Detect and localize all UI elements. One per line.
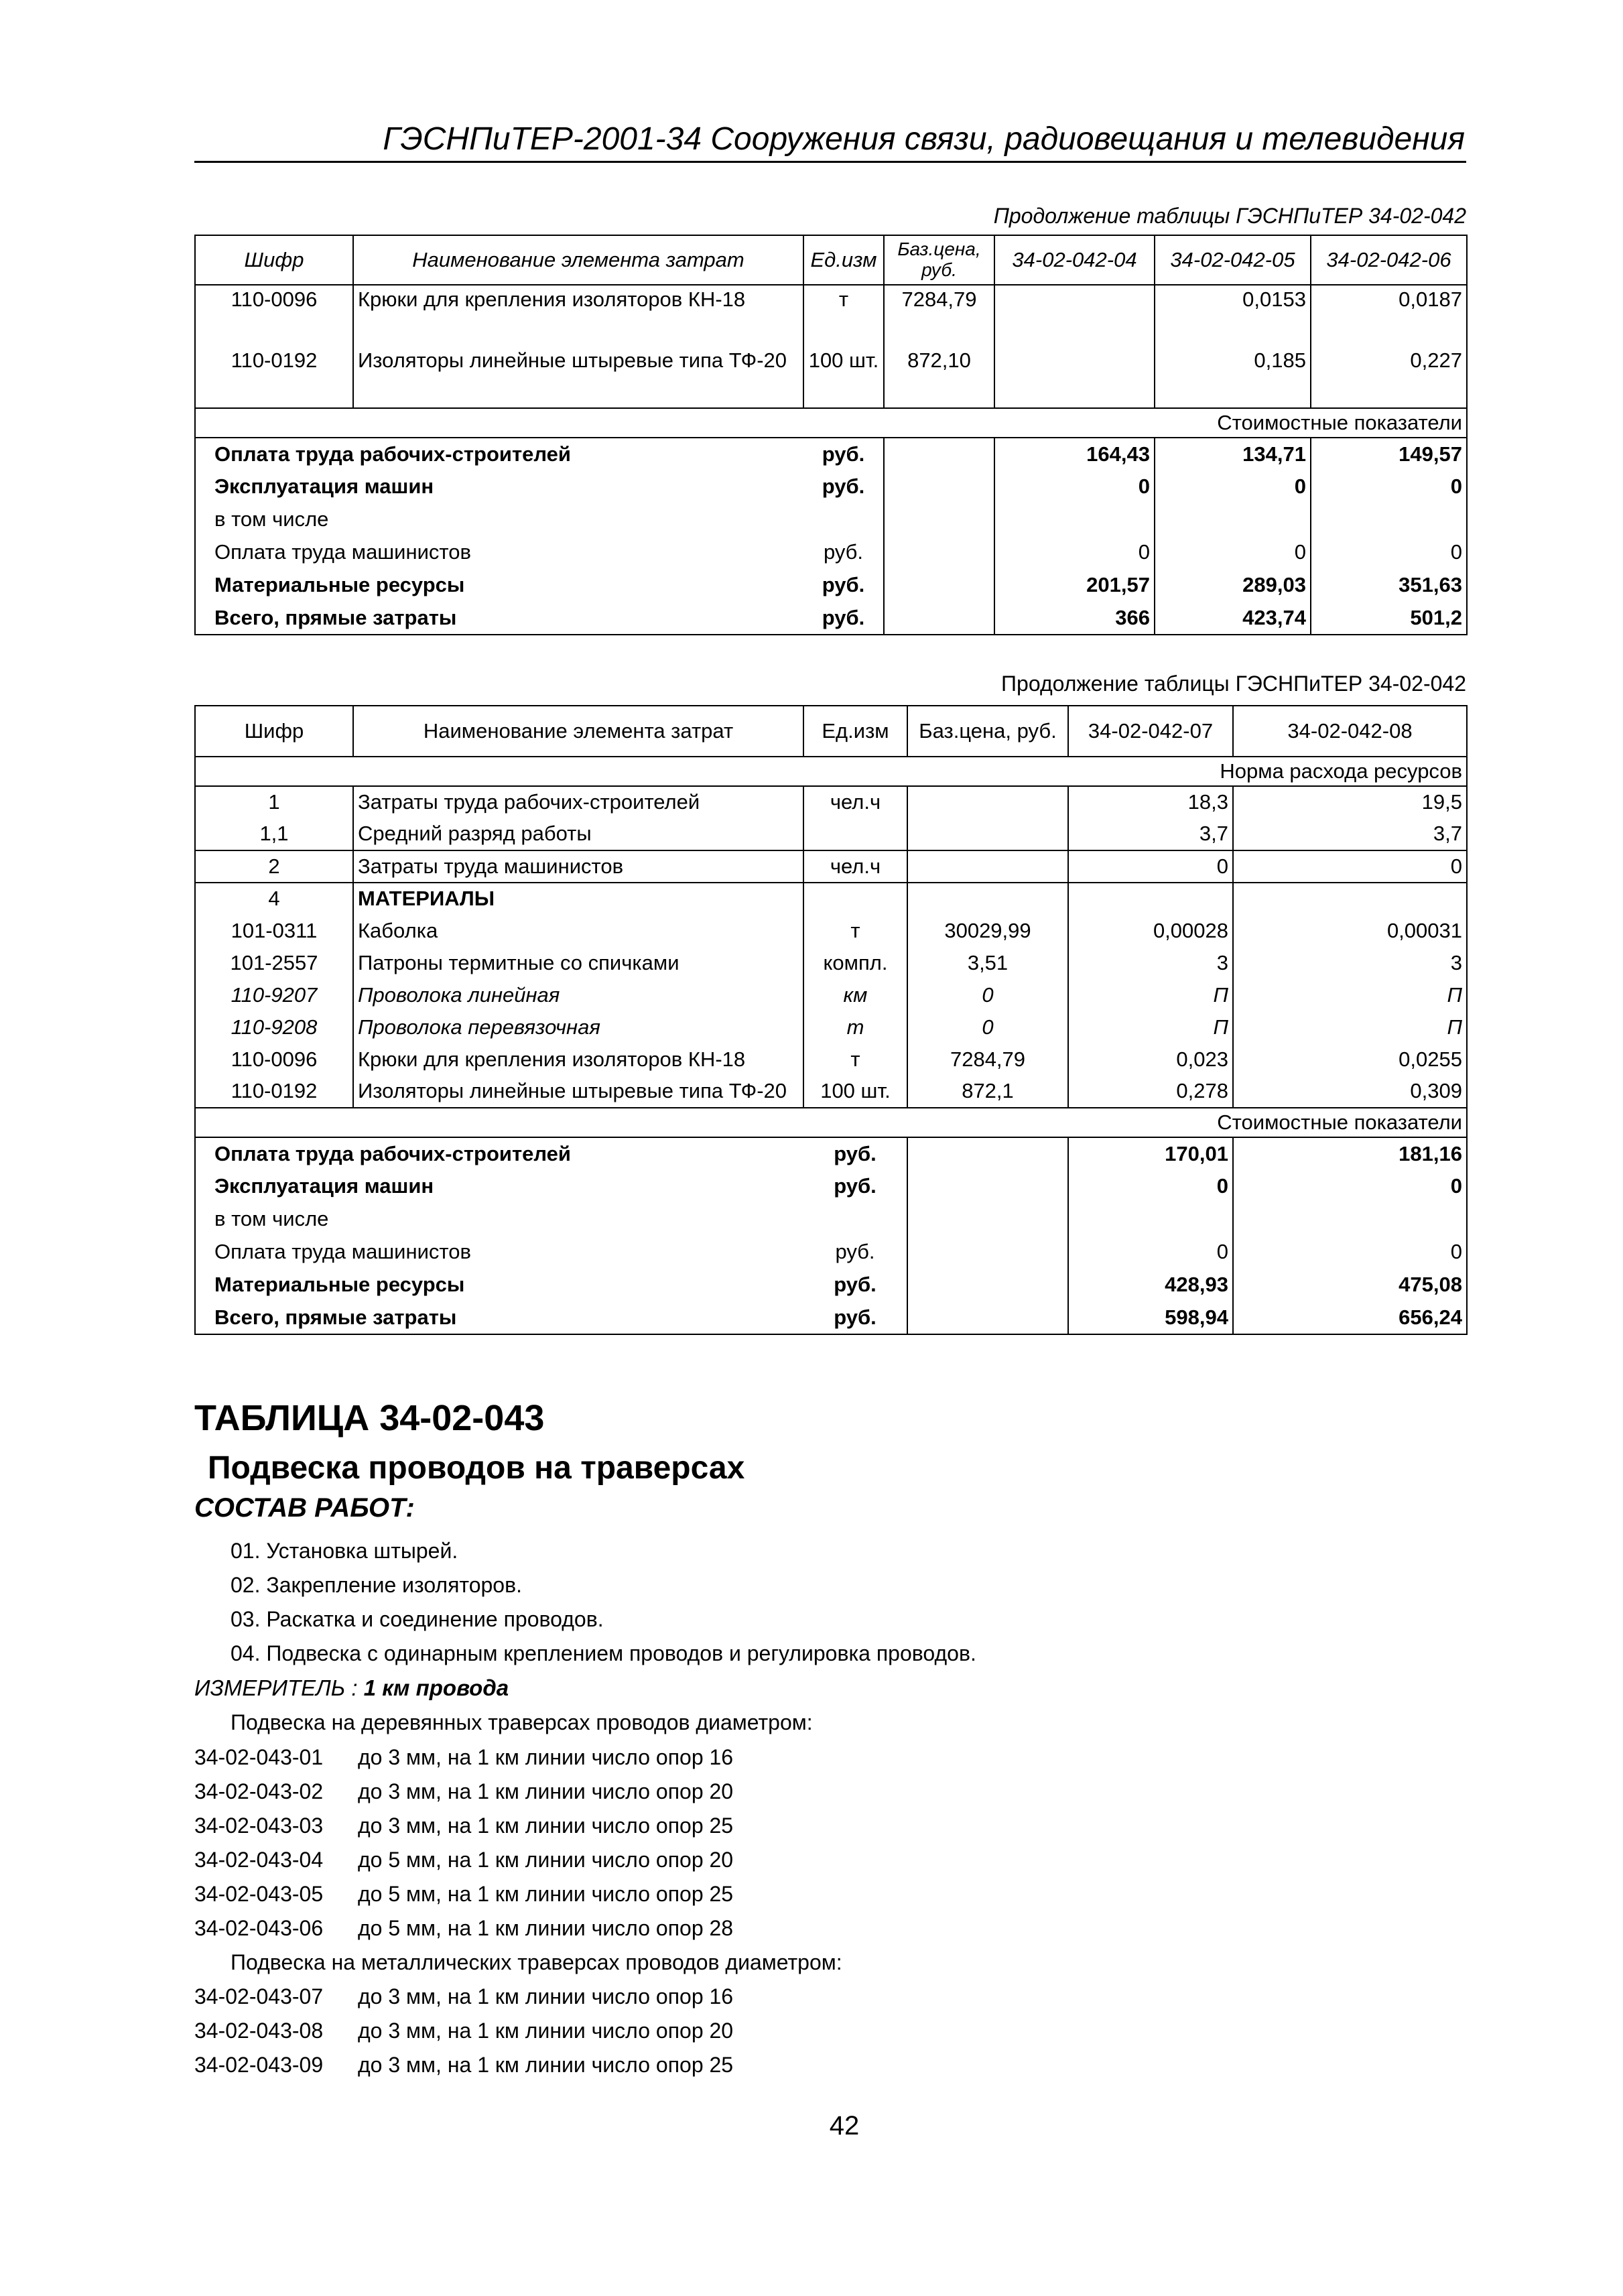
table-row: [195, 1301, 1467, 1334]
t2-r2-v8: 0: [1233, 850, 1467, 883]
table2-caption: Продолжение таблицы ГЭСНПиТЕР 34-02-042: [1001, 672, 1466, 696]
t1-c0-v5: 134,71: [1155, 438, 1311, 470]
t2-r7-v7: П: [1068, 1011, 1233, 1043]
t1-r1-v4: [994, 314, 1155, 408]
t1-c2-v6: [1311, 503, 1467, 536]
t2-h-name: Наименование элемента затрат: [353, 706, 803, 757]
t2-r0-unit: чел.ч: [803, 786, 907, 818]
group2-code-1: 34-02-043-07: [194, 1984, 324, 2008]
t1-c1-price: [884, 470, 994, 503]
t2-r4-code: 101-0311: [195, 915, 353, 947]
group2-code-3: 34-02-043-09: [194, 2053, 324, 2077]
table-row: [195, 602, 1467, 635]
t1-c1-name: Эксплуатация машин: [195, 470, 803, 503]
t1-c4-price: [884, 569, 994, 602]
t2-norm-label: Норма расхода ресурсов: [195, 757, 1467, 786]
page-header: [194, 121, 1466, 163]
t2-c2-name: в том числе: [195, 1203, 803, 1236]
t2-r8-name: Крюки для крепления изоляторов КН-18: [353, 1043, 803, 1076]
t1-c1-v4: 0: [994, 470, 1155, 503]
t2-c0-price: [907, 1137, 1068, 1170]
t1-c0-unit: руб.: [803, 438, 884, 470]
t1-c4-name: Материальные ресурсы: [195, 569, 803, 602]
t1-c5-v6: 501,2: [1311, 602, 1467, 635]
t2-c4-v7: 428,93: [1068, 1269, 1233, 1301]
t1-r0-code: 110-0096: [195, 285, 353, 314]
t2-c1-price: [907, 1170, 1068, 1203]
list-item: [194, 2019, 733, 2043]
group1-desc-1: до 3 мм, на 1 км линии число опор 16: [358, 1745, 734, 1769]
t1-section-label: Стоимостные показатели: [195, 408, 1467, 438]
group1-code-2: 34-02-043-02: [194, 1779, 324, 1803]
table-row: [195, 1137, 1467, 1170]
t2-r1-price: [907, 818, 1068, 850]
t2-r6-price: 0: [907, 979, 1068, 1011]
t2-c1-name: Эксплуатация машин: [195, 1170, 803, 1203]
t1-c4-unit: руб.: [803, 569, 884, 602]
t2-r2-v7: 0: [1068, 850, 1233, 883]
t2-c2-unit: [803, 1203, 907, 1236]
t2-c2-v8: [1233, 1203, 1467, 1236]
t2-r0-name: Затраты труда рабочих-строителей: [353, 786, 803, 818]
t1-c0-v6: 149,57: [1311, 438, 1467, 470]
table1-header-row: [195, 235, 1467, 285]
t2-c0-unit: руб.: [803, 1137, 907, 1170]
t2-c3-v7: 0: [1068, 1236, 1233, 1269]
t2-r6-v7: П: [1068, 979, 1233, 1011]
t2-c4-v8: 475,08: [1233, 1269, 1467, 1301]
work-item-3: 03. Раскатка и соединение проводов.: [231, 1607, 604, 1631]
t1-c5-unit: руб.: [803, 602, 884, 635]
table-row: [195, 314, 1467, 408]
t2-r3-v7: [1068, 883, 1233, 915]
t2-c3-unit: руб.: [803, 1236, 907, 1269]
group1-code-5: 34-02-043-05: [194, 1882, 324, 1906]
t2-r0-v8: 19,5: [1233, 786, 1467, 818]
table-row: [195, 1011, 1467, 1043]
t1-r1-v5: 0,185: [1155, 314, 1311, 408]
t1-r0-name: Крюки для крепления изоляторов КН-18: [353, 285, 803, 314]
t2-c5-unit: руб.: [803, 1301, 907, 1334]
t2-c0-v8: 181,16: [1233, 1137, 1467, 1170]
t2-r5-v7: 3: [1068, 947, 1233, 979]
t2-r2-price: [907, 850, 1068, 883]
t1-r1-code: 110-0192: [195, 314, 353, 408]
work-item-4: 04. Подвеска с одинарным креплением проводов и регулировка проводов.: [231, 1641, 976, 1665]
t2-r3-price: [907, 883, 1068, 915]
t2-r8-code: 110-0096: [195, 1043, 353, 1076]
t2-r6-name: Проволока линейная: [353, 979, 803, 1011]
table-row: [195, 883, 1467, 915]
t2-c1-unit: руб.: [803, 1170, 907, 1203]
group2-desc-2: до 3 мм, на 1 км линии число опор 20: [358, 2019, 734, 2043]
t2-r2-code: 2: [195, 850, 353, 883]
t1-c2-unit: [803, 503, 884, 536]
t2-r3-code: 4: [195, 883, 353, 915]
t2-c3-price: [907, 1236, 1068, 1269]
table-row: [195, 1236, 1467, 1269]
group1-desc-5: до 5 мм, на 1 км линии число опор 25: [358, 1882, 734, 1906]
group1-code-4: 34-02-043-04: [194, 1848, 324, 1872]
t2-r0-code: 1: [195, 786, 353, 818]
work-title: СОСТАВ РАБОТ:: [194, 1493, 415, 1523]
t2-r5-name: Патроны термитные со спичками: [353, 947, 803, 979]
t1-c3-v6: 0: [1311, 536, 1467, 569]
table-row: [195, 536, 1467, 569]
t1-c2-v4: [994, 503, 1155, 536]
table-row: [195, 850, 1467, 883]
t1-c5-v4: 366: [994, 602, 1155, 635]
t2-r6-unit: км: [803, 979, 907, 1011]
t1-c2-name: в том числе: [195, 503, 803, 536]
t2-r5-price: 3,51: [907, 947, 1068, 979]
t1-c2-price: [884, 503, 994, 536]
table-row: [195, 470, 1467, 503]
t1-c0-name: Оплата труда рабочих-строителей: [195, 438, 803, 470]
header-title: ГЭСНПиТЕР-2001-34 Сооружения связи, радиовещания и телевидения: [383, 121, 1465, 157]
t1-h-name: Наименование элемента затрат: [353, 235, 803, 285]
group1-title: Подвеска на деревянных траверсах проводов диаметром:: [231, 1710, 813, 1734]
list-item: [194, 1813, 733, 1838]
t1-r0-unit: т: [803, 285, 884, 314]
list-item: [194, 1882, 733, 1907]
group1-desc-6: до 5 мм, на 1 км линии число опор 28: [358, 1916, 734, 1940]
meter-line: [194, 1675, 509, 1701]
t2-c5-name: Всего, прямые затраты: [195, 1301, 803, 1334]
t2-c1-v8: 0: [1233, 1170, 1467, 1203]
group2-desc-3: до 3 мм, на 1 км линии число опор 25: [358, 2053, 734, 2077]
t2-r9-v7: 0,278: [1068, 1076, 1233, 1108]
t2-c5-price: [907, 1301, 1068, 1334]
group2-code-2: 34-02-043-08: [194, 2019, 324, 2043]
table-row: [195, 1043, 1467, 1076]
work-item-1: 01. Установка штырей.: [231, 1539, 458, 1563]
t1-c3-price: [884, 536, 994, 569]
t1-r0-price: 7284,79: [884, 285, 994, 314]
t2-r7-name: Проволока перевязочная: [353, 1011, 803, 1043]
table-row: [195, 947, 1467, 979]
group1-desc-4: до 5 мм, на 1 км линии число опор 20: [358, 1848, 734, 1872]
t2-r7-price: 0: [907, 1011, 1068, 1043]
t2-r5-v8: 3: [1233, 947, 1467, 979]
table-row: [195, 503, 1467, 536]
meter-value: 1 км провода: [363, 1675, 509, 1700]
t1-c2-v5: [1155, 503, 1311, 536]
t2-h-col7: 34-02-042-07: [1068, 706, 1233, 757]
t2-r1-code: 1,1: [195, 818, 353, 850]
table2-header-row: [195, 706, 1467, 757]
table-row: [195, 1203, 1467, 1236]
t2-c4-name: Материальные ресурсы: [195, 1269, 803, 1301]
t2-r7-code: 110-9208: [195, 1011, 353, 1043]
t2-r8-price: 7284,79: [907, 1043, 1068, 1076]
meter-label: ИЗМЕРИТЕЛЬ :: [194, 1675, 358, 1700]
t1-c1-v6: 0: [1311, 470, 1467, 503]
t1-c0-price: [884, 438, 994, 470]
table2-norm-row: [195, 757, 1467, 786]
page-number: 42: [829, 2111, 860, 2141]
table-row: [195, 979, 1467, 1011]
t2-r3-name: МАТЕРИАЛЫ: [353, 883, 803, 915]
t2-r1-v8: 3,7: [1233, 818, 1467, 850]
t1-c4-v5: 289,03: [1155, 569, 1311, 602]
t1-r1-unit: 100 шт.: [803, 314, 884, 408]
t1-c1-unit: руб.: [803, 470, 884, 503]
t1-r1-price: 872,10: [884, 314, 994, 408]
group1-desc-2: до 3 мм, на 1 км линии число опор 20: [358, 1779, 734, 1803]
t2-r8-v8: 0,0255: [1233, 1043, 1467, 1076]
table2-section-row: [195, 1108, 1467, 1137]
table-row: [195, 438, 1467, 470]
t2-r7-unit: т: [803, 1011, 907, 1043]
table-row: [195, 786, 1467, 818]
t2-r3-unit: [803, 883, 907, 915]
t2-r0-v7: 18,3: [1068, 786, 1233, 818]
group2-title: Подвеска на металлических траверсах проводов диаметром:: [231, 1950, 842, 1974]
t2-r1-name: Средний разряд работы: [353, 818, 803, 850]
group1-code-1: 34-02-043-01: [194, 1745, 324, 1769]
t1-h-col5: 34-02-042-05: [1155, 235, 1311, 285]
t2-r4-unit: т: [803, 915, 907, 947]
t2-r5-code: 101-2557: [195, 947, 353, 979]
t1-r1-name: Изоляторы линейные штыревые типа ТФ-20: [353, 314, 803, 408]
list-item: [194, 1984, 733, 2009]
t1-c3-v4: 0: [994, 536, 1155, 569]
t2-r4-v7: 0,00028: [1068, 915, 1233, 947]
group2-desc-1: до 3 мм, на 1 км линии число опор 16: [358, 1984, 734, 2008]
t1-c1-v5: 0: [1155, 470, 1311, 503]
table1: [194, 235, 1468, 635]
t2-r6-code: 110-9207: [195, 979, 353, 1011]
t2-r2-name: Затраты труда машинистов: [353, 850, 803, 883]
t2-r9-v8: 0,309: [1233, 1076, 1467, 1108]
t2-section-label: Стоимостные показатели: [195, 1108, 1467, 1137]
t2-c0-name: Оплата труда рабочих-строителей: [195, 1137, 803, 1170]
t2-h-unit: Ед.изм: [803, 706, 907, 757]
t2-c0-v7: 170,01: [1068, 1137, 1233, 1170]
t2-h-code: Шифр: [195, 706, 353, 757]
t2-r8-unit: т: [803, 1043, 907, 1076]
list-item: [194, 1779, 733, 1804]
t1-c5-price: [884, 602, 994, 635]
t2-c3-name: Оплата труда машинистов: [195, 1236, 803, 1269]
table-row: [195, 285, 1467, 314]
t2-c1-v7: 0: [1068, 1170, 1233, 1203]
t2-r3-v8: [1233, 883, 1467, 915]
table2: [194, 705, 1468, 1335]
t2-r1-v7: 3,7: [1068, 818, 1233, 850]
list-item: [194, 1916, 733, 1941]
list-item: [194, 2053, 733, 2078]
t1-r0-v5: 0,0153: [1155, 285, 1311, 314]
table-row: [195, 1170, 1467, 1203]
table-row: [195, 915, 1467, 947]
t2-r9-code: 110-0192: [195, 1076, 353, 1108]
table-title: ТАБЛИЦА 34-02-043: [194, 1398, 545, 1438]
table-row: [195, 1269, 1467, 1301]
t1-h-col6: 34-02-042-06: [1311, 235, 1467, 285]
list-item: [194, 1745, 733, 1770]
t1-c3-name: Оплата труда машинистов: [195, 536, 803, 569]
t2-h-col8: 34-02-042-08: [1233, 706, 1467, 757]
t2-c4-unit: руб.: [803, 1269, 907, 1301]
t2-r4-price: 30029,99: [907, 915, 1068, 947]
t2-r5-unit: компл.: [803, 947, 907, 979]
table1-caption: Продолжение таблицы ГЭСНПиТЕР 34-02-042: [993, 204, 1466, 228]
t2-c3-v8: 0: [1233, 1236, 1467, 1269]
t2-r9-name: Изоляторы линейные штыревые типа ТФ-20: [353, 1076, 803, 1108]
t2-r4-v8: 0,00031: [1233, 915, 1467, 947]
t2-r0-price: [907, 786, 1068, 818]
t1-c5-name: Всего, прямые затраты: [195, 602, 803, 635]
table1-section-row: [195, 408, 1467, 438]
group1-code-6: 34-02-043-06: [194, 1916, 324, 1940]
t2-r9-price: 872,1: [907, 1076, 1068, 1108]
t2-c5-v8: 656,24: [1233, 1301, 1467, 1334]
t1-r0-v6: 0,0187: [1311, 285, 1467, 314]
t2-r4-name: Каболка: [353, 915, 803, 947]
t2-c2-v7: [1068, 1203, 1233, 1236]
group1-desc-3: до 3 мм, на 1 км линии число опор 25: [358, 1813, 734, 1838]
t2-c4-price: [907, 1269, 1068, 1301]
table-row: [195, 818, 1467, 850]
t1-c4-v4: 201,57: [994, 569, 1155, 602]
t2-r8-v7: 0,023: [1068, 1043, 1233, 1076]
t1-c0-v4: 164,43: [994, 438, 1155, 470]
t1-h-unit: Ед.изм: [803, 235, 884, 285]
t2-c5-v7: 598,94: [1068, 1301, 1233, 1334]
t1-h-col4: 34-02-042-04: [994, 235, 1155, 285]
t2-r1-unit: [803, 818, 907, 850]
t2-r9-unit: 100 шт.: [803, 1076, 907, 1108]
section-subtitle: Подвеска проводов на траверсах: [208, 1450, 745, 1486]
t1-r0-v4: [994, 285, 1155, 314]
t1-h-price: Баз.цена, руб.: [884, 235, 994, 285]
t2-r7-v8: П: [1233, 1011, 1467, 1043]
t1-c5-v5: 423,74: [1155, 602, 1311, 635]
table-row: [195, 1076, 1467, 1108]
t1-r1-v6: 0,227: [1311, 314, 1467, 408]
work-item-2: 02. Закрепление изоляторов.: [231, 1573, 522, 1597]
t1-c4-v6: 351,63: [1311, 569, 1467, 602]
t1-c3-v5: 0: [1155, 536, 1311, 569]
t2-h-price: Баз.цена, руб.: [907, 706, 1068, 757]
t1-c3-unit: руб.: [803, 536, 884, 569]
group1-code-3: 34-02-043-03: [194, 1813, 324, 1838]
t2-r6-v8: П: [1233, 979, 1467, 1011]
t2-c2-price: [907, 1203, 1068, 1236]
table-row: [195, 569, 1467, 602]
list-item: [194, 1848, 733, 1872]
t2-r2-unit: чел.ч: [803, 850, 907, 883]
t1-h-code: Шифр: [195, 235, 353, 285]
